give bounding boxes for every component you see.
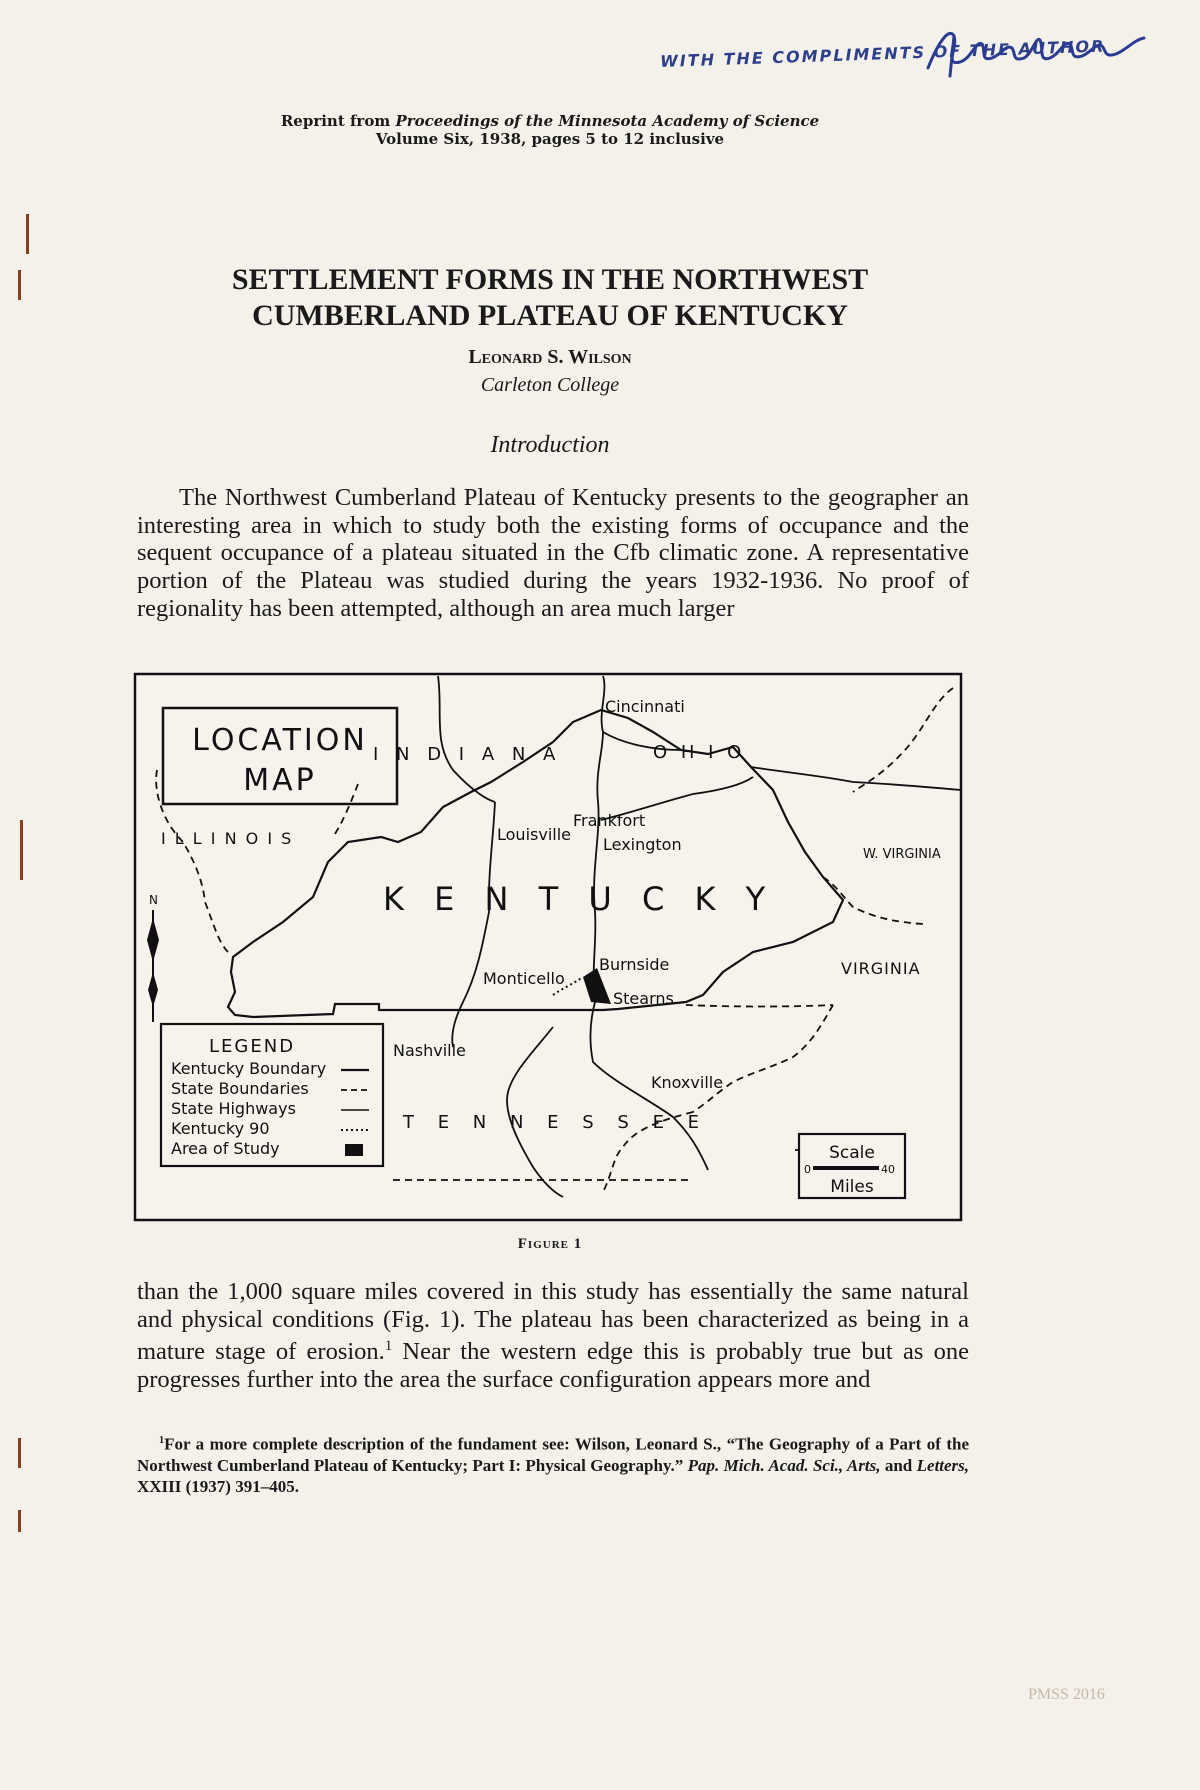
label-nashville: Nashville (393, 1041, 466, 1060)
scale-min: 0 (804, 1163, 811, 1176)
reprint-prefix: Reprint from (280, 112, 391, 130)
label-louisville: Louisville (497, 825, 571, 844)
section-heading: Introduction (490, 432, 610, 458)
label-indiana: I N D I A N A (373, 744, 562, 765)
paragraph-1: The Northwest Cumberland Plateau of Kentucky presents to the geographer an interesting area in which to study both the existing forms of occupance and the sequent occupance of a plateau situated in the Cfb climatic zone. A representative portion of the Plateau was studied during the years 1932-1936. No proof of regionality has been attempted, although an area much larger (137, 484, 969, 622)
footnote-marker: 1 (159, 1435, 165, 1446)
scale-units: Miles (830, 1177, 874, 1197)
article-title (120, 262, 980, 334)
edge-mark (18, 270, 21, 300)
label-lexington: Lexington (603, 835, 682, 854)
handwritten-signature (920, 18, 1160, 88)
title-line-1: SETTLEMENT FORMS IN THE NORTHWEST (231, 263, 869, 296)
footnote-ref: XXIII (1937) 391–405. (137, 1476, 299, 1496)
label-knoxville: Knoxville (651, 1073, 724, 1092)
reprint-volume: Volume Six, 1938, pages 5 to 12 inclusive (375, 130, 725, 148)
label-illinois: I L L I N O I S (161, 829, 294, 848)
footnote-journal: Pap. Mich. Acad. Sci., Arts, (687, 1455, 881, 1475)
label-ohio: O H I O (653, 742, 746, 763)
legend-item-state-boundaries: State Boundaries (171, 1079, 309, 1098)
paragraph-2 (137, 1278, 969, 1394)
label-frankfort: Frankfort (573, 811, 646, 830)
label-virginia: VIRGINIA (841, 959, 921, 978)
label-kentucky: K E N T U C K Y (383, 880, 776, 918)
legend-item-kentucky-90: Kentucky 90 (171, 1119, 270, 1138)
paragraph-2-tail: Near the western edge this is probably true but as one progresses further into the area the surface configuration appears more and (137, 1338, 970, 1394)
legend-symbol-area-of-study (345, 1144, 363, 1156)
watermark: PMSS 2016 (1028, 1686, 1105, 1703)
label-tennessee: T E N N E S S E E (403, 1112, 709, 1133)
scale-max: 40 (881, 1163, 895, 1176)
title-line-2: CUMBERLAND PLATEAU OF KENTUCKY (252, 299, 848, 332)
label-cincinnati: Cincinnati (605, 697, 685, 716)
footnote-letters: Letters, (916, 1455, 970, 1475)
reprint-journal: Proceedings of the Minnesota Academy of Science (395, 112, 820, 130)
label-monticello: Monticello (483, 969, 565, 988)
footnote-reference: 1 (384, 1338, 393, 1355)
legend-item-state-highways: State Highways (171, 1099, 296, 1118)
author-stamp: WITH THE COMPLIMENTS OF THE AUTHOR (659, 36, 1106, 72)
north-label: N (149, 893, 158, 907)
footnote (137, 1430, 969, 1497)
location-map (133, 672, 963, 1222)
legend-title: LEGEND (209, 1036, 296, 1057)
label-stearns: Stearns (613, 989, 674, 1008)
edge-mark (20, 820, 23, 880)
scale-title: Scale (829, 1143, 875, 1163)
figure-caption: Figure 1 (517, 1236, 583, 1252)
map-title-line-1: LOCATION (192, 723, 368, 758)
author-name: Leonard S. Wilson (468, 346, 632, 368)
edge-mark (18, 1438, 21, 1468)
edge-mark (18, 1510, 21, 1532)
label-west-virginia: W. VIRGINIA (863, 847, 941, 862)
map-title-line-2: MAP (243, 763, 317, 798)
footnote-text: For a more complete description of the fundament see: Wilson, Leonard S., “The Geography of a Part of the Northwest Cumberland Plateau of Kentucky; Part I: Physical Geography.” (137, 1434, 969, 1475)
paragraph-2-text: than the 1,000 square miles covered in this study has essentially the same natural and physical conditions (Fig. 1). The plateau has been characterized as being in a mature stage of erosion. (137, 1278, 969, 1366)
reprint-notice (200, 112, 900, 148)
author-affiliation: Carleton College (480, 374, 620, 396)
legend-item-kentucky-boundary: Kentucky Boundary (171, 1059, 327, 1078)
label-burnside: Burnside (599, 955, 670, 974)
footnote-and: and (884, 1455, 913, 1475)
edge-mark (26, 214, 29, 254)
legend-item-area-of-study: Area of Study (171, 1139, 280, 1158)
